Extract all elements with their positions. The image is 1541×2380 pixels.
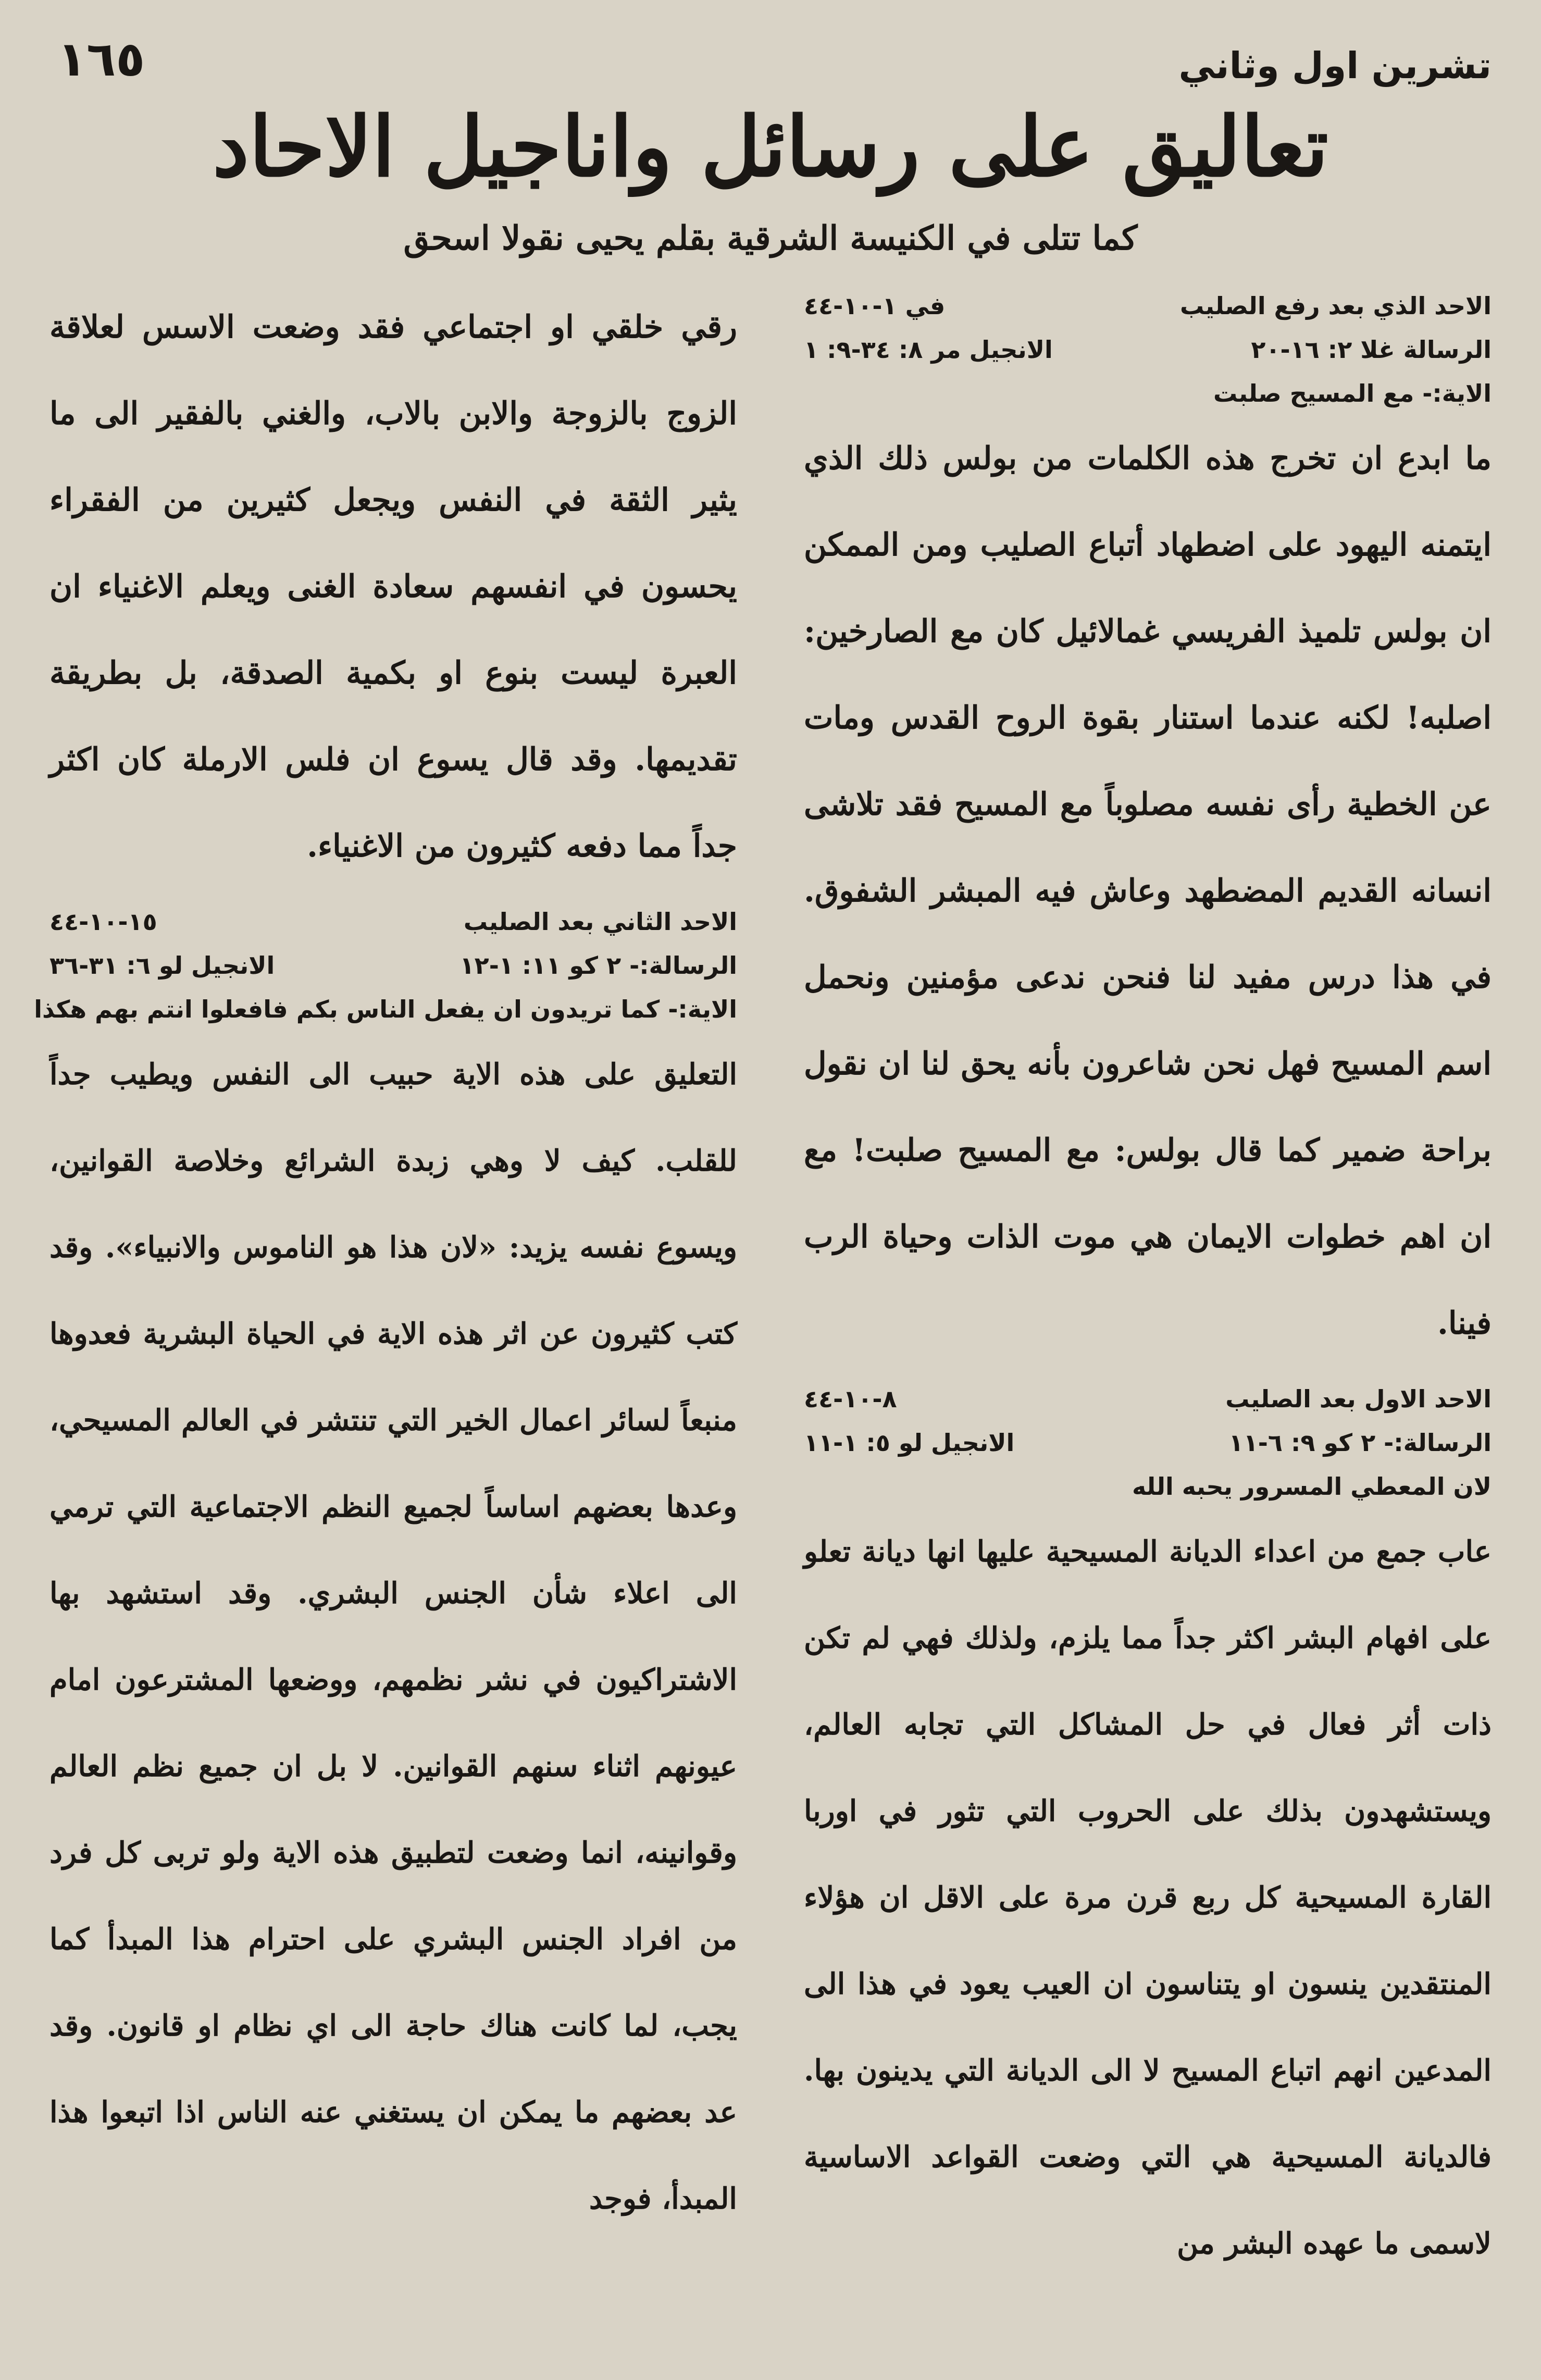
left-column [34,284,737,2359]
section3-epistle: الرسالة:- ٢ كو ٩: ٦-١١ [1228,1429,1492,1457]
section1-verse: الاية:- مع المسيح صلبت [1213,379,1492,407]
section1-commentary: ما ابدع ان تخرج هذه الكلمات من بولس ذلك الذي ايتمنه اليهود على اضطهاد أتباع الصليب ومن الممكن ان بولس تلميذ الفريسي غمالائيل كان مع الصارخين: اصلبه! لكنه عندما استنار بقوة الروح القدس ومات عن الخطية رأى نفسه مصلوباً مع المسيح فقد تلاشى انسانه القديم المضطهد وعاش فيه المبشر الشفوق. في هذا درس مفيد لنا فنحن ندعى مؤمنين ونحمل اسم المسيح فهل نحن شاعرون بأنه يحق لنا ان نقول براحة ضمير كما قال بولس: مع المسيح صلبت! مع ان اهم خطوات الايمان هي موت الذات وحياة الرب فينا. [804,440,1492,1342]
section3-verse: لان المعطي المسرور يحبه الله [1132,1472,1492,1501]
article-title: تعاليق على رسائل واناجيل الاحاد [212,99,1329,195]
section1-date: في ١-١٠-٤٤ [804,292,946,320]
running-head: تشرين اول وثاني [1178,44,1492,87]
section3-sunday: الاحد الاول بعد الصليب [1225,1385,1492,1413]
section2-epistle: الرسالة:- ٢ كو ١١: ١-١٢ [459,951,737,980]
section2-commentary: التعليق على هذه الاية حبيب الى النفس ويطيب جداً للقلب. كيف لا وهي زبدة الشرائع وخلاصة القوانين، ويسوع نفسه يزيد: «لان هذا هو الناموس والانبياء». وقد كتب كثيرون عن اثر هذه الاية في الحياة البشرية فعدوها منبعاً لسائر اعمال الخير التي تنتشر في العالم المسيحي، وعدها بعضهم اساساً لجميع النظم الاجتماعية التي ترمي الى اعلاء شأن الجنس البشري. وقد استشهد بها الاشتراكيون في نشر نظمهم، ووضعها المشترعون امام عيونهم اثناء سنهم القوانين. لا بل ان جميع نظم العالم وقوانينه، انما وضعت لتطبيق هذه الاية ولو تربى كل فرد من افراد الجنس البشري على احترام هذا المبدأ كما يجب، لما كانت هناك حاجة الى اي نظام او قانون. وقد عد بعضهم ما يمكن ان يستغني عنه الناس اذا اتبعوا هذا المبدأ، فوجد [49,1057,737,2216]
section3-commentary: عاب جمع من اعداء الديانة المسيحية عليها انها ديانة تعلو على افهام البشر اكثر جداً مما يلزم، ولذلك فهي لم تكن ذات أثر فعال في حل المشاكل التي تجابه العالم، ويستشهدون بذلك على الحروب التي تثور في اوربا القارة المسيحية كل ربع قرن مرة على الاقل ان هؤلاء المنتقدين ينسون او يتناسون ان العيب يعود في هذا الى المدعين انهم اتباع المسيح لا الى الديانة التي يدينون بها. فالديانة المسيحية هي التي وضعت القواعد الاساسية لاسمى ما عهده البشر من [804,1534,1492,2261]
section2-meta [34,900,737,1031]
section3-meta [804,1377,1492,1508]
right-column [804,284,1492,2359]
section2-gospel: الانجيل لو ٦: ٣١-٣٦ [49,951,275,980]
section1-meta [804,284,1492,415]
section1-epistle: الرسالة غلا ٢: ١٦-٢٠ [1251,336,1492,364]
section1-sunday: الاحد الذي بعد رفع الصليب [1179,292,1492,320]
section2-sunday: الاحد الثاني بعد الصليب [463,908,737,936]
section1-gospel: الانجيل مر ٨: ٣٤-٩: ١ [804,336,1053,364]
continuation-commentary: رقي خلقي او اجتماعي فقد وضعت الاسس لعلاقة الزوج بالزوجة والابن بالاب، والغني بالفقير الى ما يثير الثقة في النفس ويجعل كثيرين من الفقراء يحسون في انفسهم سعادة الغنى ويعلم الاغنياء ان العبرة ليست بنوع او بكمية الصدقة، بل بطريقة تقديمها. وقد قال يسوع ان فلس الارملة كان اكثر جداً مما دفعه كثيرون من الاغنياء. [49,309,737,864]
article-byline: كما تتلى في الكنيسة الشرقية بقلم يحيى نقولا اسحق [403,219,1138,258]
section3-gospel: الانجيل لو ٥: ١-١١ [804,1429,1015,1457]
section2-verse: الاية:- كما تريدون ان يفعل الناس بكم فافعلوا انتم بهم هكذا [34,995,737,1023]
page-number: ١٦٥ [57,31,145,87]
section3-date: ٨-١٠-٤٤ [804,1385,897,1413]
section2-date: ١٥-١٠-٤٤ [49,908,157,936]
